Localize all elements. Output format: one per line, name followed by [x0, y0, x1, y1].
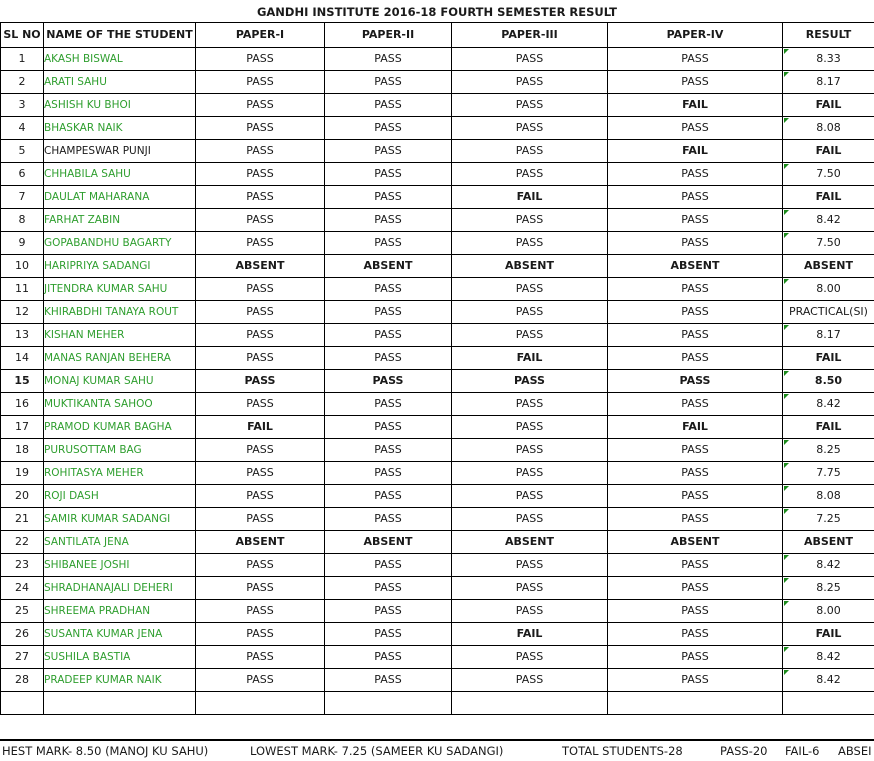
- paper-1-cell[interactable]: PASS: [196, 646, 325, 669]
- empty-cell: [325, 692, 452, 715]
- table-row[interactable]: [1, 186, 874, 209]
- paper-2-cell[interactable]: PASS: [325, 669, 452, 692]
- student-name-cell[interactable]: ASHISH KU BHOI: [44, 94, 196, 117]
- sl-no-cell[interactable]: 26: [1, 623, 44, 646]
- paper-2-cell[interactable]: PASS: [325, 623, 452, 646]
- sheet-title: GANDHI INSTITUTE 2016-18 FOURTH SEMESTER RESULT: [0, 2, 874, 22]
- table-row[interactable]: [1, 48, 874, 71]
- paper-2-cell[interactable]: PASS: [325, 347, 452, 370]
- empty-cell: [608, 692, 783, 715]
- table-row[interactable]: [1, 94, 874, 117]
- student-name-cell[interactable]: SHIBANEE JOSHI: [44, 554, 196, 577]
- table-row[interactable]: [1, 600, 874, 623]
- paper-2-cell[interactable]: PASS: [325, 186, 452, 209]
- paper-3-cell[interactable]: PASS: [452, 48, 608, 71]
- paper-2-cell[interactable]: PASS: [325, 117, 452, 140]
- paper-4-cell[interactable]: PASS: [608, 186, 783, 209]
- paper-4-cell[interactable]: PASS: [608, 508, 783, 531]
- paper-1-cell[interactable]: FAIL: [196, 416, 325, 439]
- student-name-cell[interactable]: CHHABILA SAHU: [44, 163, 196, 186]
- sl-no-cell[interactable]: 3: [1, 94, 44, 117]
- paper-1-cell[interactable]: PASS: [196, 324, 325, 347]
- paper-1-cell[interactable]: PASS: [196, 370, 325, 393]
- paper-2-cell[interactable]: ABSENT: [325, 531, 452, 554]
- sl-no-cell[interactable]: 9: [1, 232, 44, 255]
- paper-1-cell[interactable]: PASS: [196, 140, 325, 163]
- student-name-cell[interactable]: SUSANTA KUMAR JENA: [44, 623, 196, 646]
- header-student-name[interactable]: NAME OF THE STUDENT: [44, 23, 196, 48]
- paper-4-cell[interactable]: FAIL: [608, 94, 783, 117]
- student-name-cell[interactable]: HARIPRIYA SADANGI: [44, 255, 196, 278]
- student-name-cell[interactable]: FARHAT ZABIN: [44, 209, 196, 232]
- student-name-cell[interactable]: JITENDRA KUMAR SAHU: [44, 278, 196, 301]
- paper-3-cell[interactable]: PASS: [452, 117, 608, 140]
- paper-1-cell[interactable]: PASS: [196, 232, 325, 255]
- paper-2-cell[interactable]: PASS: [325, 485, 452, 508]
- header-paper-3[interactable]: PAPER-III: [452, 23, 608, 48]
- header-paper-2[interactable]: PAPER-II: [325, 23, 452, 48]
- paper-4-cell[interactable]: PASS: [608, 646, 783, 669]
- student-name-cell[interactable]: SHRADHANAJALI DEHERI: [44, 577, 196, 600]
- student-name-cell[interactable]: KHIRABDHI TANAYA ROUT: [44, 301, 196, 324]
- sl-no-cell[interactable]: 21: [1, 508, 44, 531]
- paper-4-cell[interactable]: PASS: [608, 71, 783, 94]
- result-cell[interactable]: 8.08: [783, 117, 874, 140]
- paper-1-cell[interactable]: PASS: [196, 600, 325, 623]
- paper-3-cell[interactable]: PASS: [452, 554, 608, 577]
- lowest-mark: LOWEST MARK- 7.25 (SAMEER KU SADANGI): [250, 741, 503, 761]
- result-cell[interactable]: FAIL: [783, 94, 874, 117]
- sl-no-cell[interactable]: 10: [1, 255, 44, 278]
- result-cell[interactable]: FAIL: [783, 347, 874, 370]
- paper-4-cell[interactable]: PASS: [608, 301, 783, 324]
- student-name-cell[interactable]: ARATI SAHU: [44, 71, 196, 94]
- student-name-cell[interactable]: MANAS RANJAN BEHERA: [44, 347, 196, 370]
- student-name-cell[interactable]: PRADEEP KUMAR NAIK: [44, 669, 196, 692]
- sl-no-cell[interactable]: 1: [1, 48, 44, 71]
- paper-2-cell[interactable]: PASS: [325, 370, 452, 393]
- student-name-cell[interactable]: DAULAT MAHARANA: [44, 186, 196, 209]
- paper-1-cell[interactable]: ABSENT: [196, 255, 325, 278]
- table-row[interactable]: [1, 416, 874, 439]
- table-row[interactable]: [1, 669, 874, 692]
- highest-mark: HEST MARK- 8.50 (MANOJ KU SAHU): [2, 741, 208, 761]
- paper-4-cell[interactable]: PASS: [608, 669, 783, 692]
- result-cell[interactable]: 8.25: [783, 439, 874, 462]
- table-row[interactable]: [1, 71, 874, 94]
- paper-2-cell[interactable]: PASS: [325, 600, 452, 623]
- student-name-cell[interactable]: MUKTIKANTA SAHOO: [44, 393, 196, 416]
- student-name-cell[interactable]: BHASKAR NAIK: [44, 117, 196, 140]
- paper-2-cell[interactable]: PASS: [325, 462, 452, 485]
- paper-2-cell[interactable]: PASS: [325, 232, 452, 255]
- absent-count: ABSEI: [838, 741, 872, 761]
- result-cell[interactable]: 8.17: [783, 71, 874, 94]
- paper-4-cell[interactable]: PASS: [608, 163, 783, 186]
- student-name-cell[interactable]: ROJI DASH: [44, 485, 196, 508]
- paper-2-cell[interactable]: PASS: [325, 278, 452, 301]
- result-cell[interactable]: 8.33: [783, 48, 874, 71]
- sl-no-cell[interactable]: 19: [1, 462, 44, 485]
- header-row: [1, 23, 874, 48]
- table-row[interactable]: [1, 278, 874, 301]
- paper-4-cell[interactable]: PASS: [608, 623, 783, 646]
- sl-no-cell[interactable]: 5: [1, 140, 44, 163]
- sl-no-cell[interactable]: 20: [1, 485, 44, 508]
- paper-4-cell[interactable]: PASS: [608, 485, 783, 508]
- table-row[interactable]: [1, 646, 874, 669]
- paper-2-cell[interactable]: PASS: [325, 209, 452, 232]
- pass-count: PASS-20: [720, 741, 767, 761]
- table-row[interactable]: [1, 163, 874, 186]
- table-row[interactable]: [1, 462, 874, 485]
- table-row[interactable]: [1, 324, 874, 347]
- sl-no-cell[interactable]: 8: [1, 209, 44, 232]
- paper-4-cell[interactable]: FAIL: [608, 416, 783, 439]
- result-cell[interactable]: 8.42: [783, 646, 874, 669]
- paper-3-cell[interactable]: PASS: [452, 278, 608, 301]
- paper-3-cell[interactable]: PASS: [452, 600, 608, 623]
- table-row[interactable]: [1, 301, 874, 324]
- paper-2-cell[interactable]: PASS: [325, 140, 452, 163]
- paper-4-cell[interactable]: FAIL: [608, 140, 783, 163]
- header-result[interactable]: RESULT: [783, 23, 874, 48]
- paper-1-cell[interactable]: PASS: [196, 48, 325, 71]
- paper-4-cell[interactable]: PASS: [608, 370, 783, 393]
- sl-no-cell[interactable]: 18: [1, 439, 44, 462]
- paper-3-cell[interactable]: ABSENT: [452, 531, 608, 554]
- paper-1-cell[interactable]: PASS: [196, 301, 325, 324]
- paper-1-cell[interactable]: PASS: [196, 439, 325, 462]
- student-name-cell[interactable]: SANTILATA JENA: [44, 531, 196, 554]
- paper-4-cell[interactable]: PASS: [608, 462, 783, 485]
- student-name-cell[interactable]: SHREEMA PRADHAN: [44, 600, 196, 623]
- paper-2-cell[interactable]: ABSENT: [325, 255, 452, 278]
- sl-no-cell[interactable]: 4: [1, 117, 44, 140]
- paper-3-cell[interactable]: PASS: [452, 485, 608, 508]
- paper-1-cell[interactable]: PASS: [196, 554, 325, 577]
- result-cell[interactable]: FAIL: [783, 186, 874, 209]
- paper-1-cell[interactable]: PASS: [196, 393, 325, 416]
- paper-2-cell[interactable]: PASS: [325, 577, 452, 600]
- result-cell[interactable]: ABSENT: [783, 255, 874, 278]
- paper-2-cell[interactable]: PASS: [325, 48, 452, 71]
- result-cell[interactable]: ABSENT: [783, 531, 874, 554]
- paper-4-cell[interactable]: PASS: [608, 278, 783, 301]
- empty-cell: [196, 692, 325, 715]
- result-cell[interactable]: FAIL: [783, 140, 874, 163]
- paper-3-cell[interactable]: PASS: [452, 508, 608, 531]
- paper-1-cell[interactable]: PASS: [196, 347, 325, 370]
- paper-2-cell[interactable]: PASS: [325, 71, 452, 94]
- table-row[interactable]: [1, 439, 874, 462]
- paper-1-cell[interactable]: PASS: [196, 94, 325, 117]
- student-name-cell[interactable]: PRAMOD KUMAR BAGHA: [44, 416, 196, 439]
- sl-no-cell[interactable]: 12: [1, 301, 44, 324]
- result-cell[interactable]: 8.42: [783, 669, 874, 692]
- table-row[interactable]: [1, 623, 874, 646]
- header-sl-no[interactable]: SL NO: [1, 23, 44, 48]
- paper-3-cell[interactable]: PASS: [452, 416, 608, 439]
- student-name-cell[interactable]: PURUSOTTAM BAG: [44, 439, 196, 462]
- paper-3-cell[interactable]: PASS: [452, 94, 608, 117]
- paper-4-cell[interactable]: PASS: [608, 117, 783, 140]
- result-cell[interactable]: 7.75: [783, 462, 874, 485]
- paper-1-cell[interactable]: PASS: [196, 485, 325, 508]
- paper-1-cell[interactable]: PASS: [196, 508, 325, 531]
- table-row[interactable]: [1, 140, 874, 163]
- paper-1-cell[interactable]: PASS: [196, 117, 325, 140]
- student-name-cell[interactable]: CHAMPESWAR PUNJI: [44, 140, 196, 163]
- paper-3-cell[interactable]: PASS: [452, 324, 608, 347]
- sl-no-cell[interactable]: 16: [1, 393, 44, 416]
- result-cell[interactable]: 8.42: [783, 393, 874, 416]
- student-name-cell[interactable]: KISHAN MEHER: [44, 324, 196, 347]
- paper-3-cell[interactable]: ABSENT: [452, 255, 608, 278]
- paper-2-cell[interactable]: PASS: [325, 554, 452, 577]
- sl-no-cell[interactable]: 17: [1, 416, 44, 439]
- paper-3-cell[interactable]: FAIL: [452, 347, 608, 370]
- paper-3-cell[interactable]: PASS: [452, 301, 608, 324]
- result-cell[interactable]: 8.08: [783, 485, 874, 508]
- sl-no-cell[interactable]: 14: [1, 347, 44, 370]
- paper-2-cell[interactable]: PASS: [325, 94, 452, 117]
- sl-no-cell[interactable]: 23: [1, 554, 44, 577]
- paper-3-cell[interactable]: PASS: [452, 462, 608, 485]
- empty-cell: [783, 692, 874, 715]
- sl-no-cell[interactable]: 2: [1, 71, 44, 94]
- empty-cell: [1, 692, 44, 715]
- sl-no-cell[interactable]: 11: [1, 278, 44, 301]
- paper-1-cell[interactable]: ABSENT: [196, 531, 325, 554]
- sl-no-cell[interactable]: 27: [1, 646, 44, 669]
- table-row[interactable]: [1, 370, 874, 393]
- table-row[interactable]: [1, 347, 874, 370]
- paper-4-cell[interactable]: PASS: [608, 439, 783, 462]
- table-row[interactable]: [1, 393, 874, 416]
- result-cell[interactable]: 8.00: [783, 278, 874, 301]
- paper-3-cell[interactable]: PASS: [452, 646, 608, 669]
- result-cell[interactable]: 7.50: [783, 232, 874, 255]
- result-cell[interactable]: FAIL: [783, 416, 874, 439]
- sl-no-cell[interactable]: 28: [1, 669, 44, 692]
- paper-1-cell[interactable]: PASS: [196, 71, 325, 94]
- paper-4-cell[interactable]: ABSENT: [608, 255, 783, 278]
- paper-4-cell[interactable]: PASS: [608, 393, 783, 416]
- paper-2-cell[interactable]: PASS: [325, 324, 452, 347]
- paper-3-cell[interactable]: PASS: [452, 669, 608, 692]
- spacer-row: [1, 692, 874, 715]
- sl-no-cell[interactable]: 13: [1, 324, 44, 347]
- result-cell[interactable]: 7.25: [783, 508, 874, 531]
- student-name-cell[interactable]: GOPABANDHU BAGARTY: [44, 232, 196, 255]
- paper-3-cell[interactable]: PASS: [452, 370, 608, 393]
- result-cell[interactable]: 8.25: [783, 577, 874, 600]
- paper-4-cell[interactable]: ABSENT: [608, 531, 783, 554]
- paper-4-cell[interactable]: PASS: [608, 324, 783, 347]
- paper-1-cell[interactable]: PASS: [196, 209, 325, 232]
- paper-3-cell[interactable]: PASS: [452, 439, 608, 462]
- result-cell[interactable]: 7.50: [783, 163, 874, 186]
- result-cell[interactable]: 8.50: [783, 370, 874, 393]
- empty-cell: [44, 692, 196, 715]
- paper-2-cell[interactable]: PASS: [325, 163, 452, 186]
- result-cell[interactable]: 8.17: [783, 324, 874, 347]
- result-cell[interactable]: 8.42: [783, 209, 874, 232]
- table-row[interactable]: [1, 485, 874, 508]
- paper-2-cell[interactable]: PASS: [325, 439, 452, 462]
- paper-4-cell[interactable]: PASS: [608, 577, 783, 600]
- paper-4-cell[interactable]: PASS: [608, 232, 783, 255]
- student-name-cell[interactable]: SAMIR KUMAR SADANGI: [44, 508, 196, 531]
- paper-1-cell[interactable]: PASS: [196, 577, 325, 600]
- paper-1-cell[interactable]: PASS: [196, 462, 325, 485]
- paper-2-cell[interactable]: PASS: [325, 646, 452, 669]
- paper-2-cell[interactable]: PASS: [325, 301, 452, 324]
- fail-count: FAIL-6: [785, 741, 820, 761]
- paper-2-cell[interactable]: PASS: [325, 393, 452, 416]
- paper-3-cell[interactable]: FAIL: [452, 623, 608, 646]
- student-name-cell[interactable]: ROHITASYA MEHER: [44, 462, 196, 485]
- summary-footer: [0, 739, 874, 761]
- paper-4-cell[interactable]: PASS: [608, 48, 783, 71]
- table-row[interactable]: [1, 577, 874, 600]
- paper-4-cell[interactable]: PASS: [608, 209, 783, 232]
- table-row[interactable]: [1, 531, 874, 554]
- paper-1-cell[interactable]: PASS: [196, 623, 325, 646]
- paper-2-cell[interactable]: PASS: [325, 416, 452, 439]
- paper-4-cell[interactable]: PASS: [608, 600, 783, 623]
- result-cell[interactable]: FAIL: [783, 623, 874, 646]
- paper-1-cell[interactable]: PASS: [196, 186, 325, 209]
- paper-3-cell[interactable]: PASS: [452, 209, 608, 232]
- paper-4-cell[interactable]: PASS: [608, 554, 783, 577]
- empty-cell: [452, 692, 608, 715]
- student-name-cell[interactable]: SUSHILA BASTIA: [44, 646, 196, 669]
- table-row[interactable]: [1, 554, 874, 577]
- student-name-cell[interactable]: AKASH BISWAL: [44, 48, 196, 71]
- sl-no-cell[interactable]: 25: [1, 600, 44, 623]
- paper-3-cell[interactable]: PASS: [452, 577, 608, 600]
- total-students: TOTAL STUDENTS-28: [562, 741, 683, 761]
- header-paper-4[interactable]: PAPER-IV: [608, 23, 783, 48]
- paper-2-cell[interactable]: PASS: [325, 508, 452, 531]
- result-cell[interactable]: 8.42: [783, 554, 874, 577]
- result-table: [0, 22, 874, 715]
- paper-3-cell[interactable]: PASS: [452, 393, 608, 416]
- paper-3-cell[interactable]: PASS: [452, 71, 608, 94]
- paper-3-cell[interactable]: PASS: [452, 140, 608, 163]
- paper-4-cell[interactable]: PASS: [608, 347, 783, 370]
- table-row[interactable]: [1, 508, 874, 531]
- paper-1-cell[interactable]: PASS: [196, 163, 325, 186]
- result-cell[interactable]: PRACTICAL(SI): [783, 301, 874, 324]
- table-row[interactable]: [1, 209, 874, 232]
- table-row[interactable]: [1, 255, 874, 278]
- paper-3-cell[interactable]: FAIL: [452, 186, 608, 209]
- table-body: [1, 48, 874, 715]
- paper-3-cell[interactable]: PASS: [452, 163, 608, 186]
- sl-no-cell[interactable]: 15: [1, 370, 44, 393]
- paper-3-cell[interactable]: PASS: [452, 232, 608, 255]
- table-row[interactable]: [1, 232, 874, 255]
- sl-no-cell[interactable]: 7: [1, 186, 44, 209]
- paper-1-cell[interactable]: PASS: [196, 669, 325, 692]
- sl-no-cell[interactable]: 22: [1, 531, 44, 554]
- result-cell[interactable]: 8.00: [783, 600, 874, 623]
- table-row[interactable]: [1, 117, 874, 140]
- header-paper-1[interactable]: PAPER-I: [196, 23, 325, 48]
- paper-1-cell[interactable]: PASS: [196, 278, 325, 301]
- sl-no-cell[interactable]: 24: [1, 577, 44, 600]
- student-name-cell[interactable]: MONAJ KUMAR SAHU: [44, 370, 196, 393]
- sl-no-cell[interactable]: 6: [1, 163, 44, 186]
